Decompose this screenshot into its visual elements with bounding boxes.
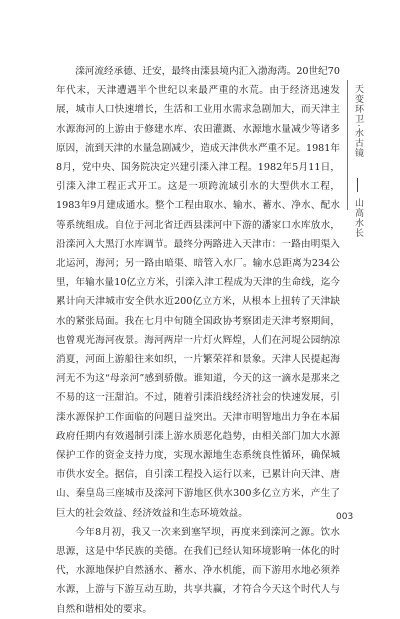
side-rule [347, 80, 348, 210]
page-number: 003 [336, 512, 354, 522]
running-header-divider [357, 178, 358, 192]
running-header-chapter: 山高水长 [353, 198, 363, 238]
page-body [56, 62, 340, 619]
paragraph-2: 今年8月初，我又一次来到塞罕坝，再度来到滦河之源。饮水思源，这是中华民族的美德。在我们已经认知环境影响一体化的时代，水源地保护自然涵水、蓄水、净水机能，而下游用水地必须养水源，上游与下游互动互助，共享共赢，才符合今天这个时代人与自然和谐相处的要求。 [56, 526, 340, 615]
running-header-series: 天变环卫·水古镜 [353, 84, 363, 158]
paragraph-1: 滦河流经承德、迁安，最终由滦县境内汇入渤海湾。20世纪70年代末，天津遭遇半个世纪以来最严重的水荒。由于经济迅速发展，城市人口快速增长，生活和工业用水需求急剧加大，而天津主水源海河的上游由于修建水库、农田灌溉、水源地水量减少等诸多原因，流到天津的水量急剧减少，造成天津供水严重不足。1981年8月，党中央、国务院决定兴建引滦入津工程。1982年5月11日，引滦入津工程正式开工。这是一项跨流域引水的大型供水工程，1983年9月建成通水。整个工程由取水、输水、蓄水、净水、配水等系统组成。自位于河北省迁西县滦河中下游的潘家口水库放水，沿滦河入大黑汀水库调节。最终分两路进入天津市：一路由明渠入北运河，海河；另一路由暗渠、暗管入水厂。输水总距离为234公里，年输水量10亿立方米，引滦入津工程成为天津的生命线，迄今累计向天津城市安全供水近200亿立方米，从根本上扭转了天津缺水的紧张局面。我在七月中旬随全国政协考察团走天津考察期间，也曾观光海河夜景。海河两岸一片灯火辉煌，人们在河堤公园纳凉消夏，河面上游船往来如织，一片繁荣祥和景象。天津人民提起海河无不为这“母亲河”感到骄傲。谁知道，今天的这一滴水是那来之不易的这一汪甜泊。不过，随着引滦沿线经济社会的快速发展，引滦水源保护工作面临的问题日益突出。天津市明智地出力争在本届政府任期内有效遏制引滦上游水质恶化趋势，由相关部门加大水源保护工作的资金支持力度，实现水源地生态系统良性循环，确保城市供水安全。据信，自引滦工程投入运行以来，已累计向天津、唐山、秦皇岛三座城市及滦河下游地区供水300多亿立方米，产生了巨大的社会效益、经济效益和生态环境效益。 [56, 66, 340, 519]
